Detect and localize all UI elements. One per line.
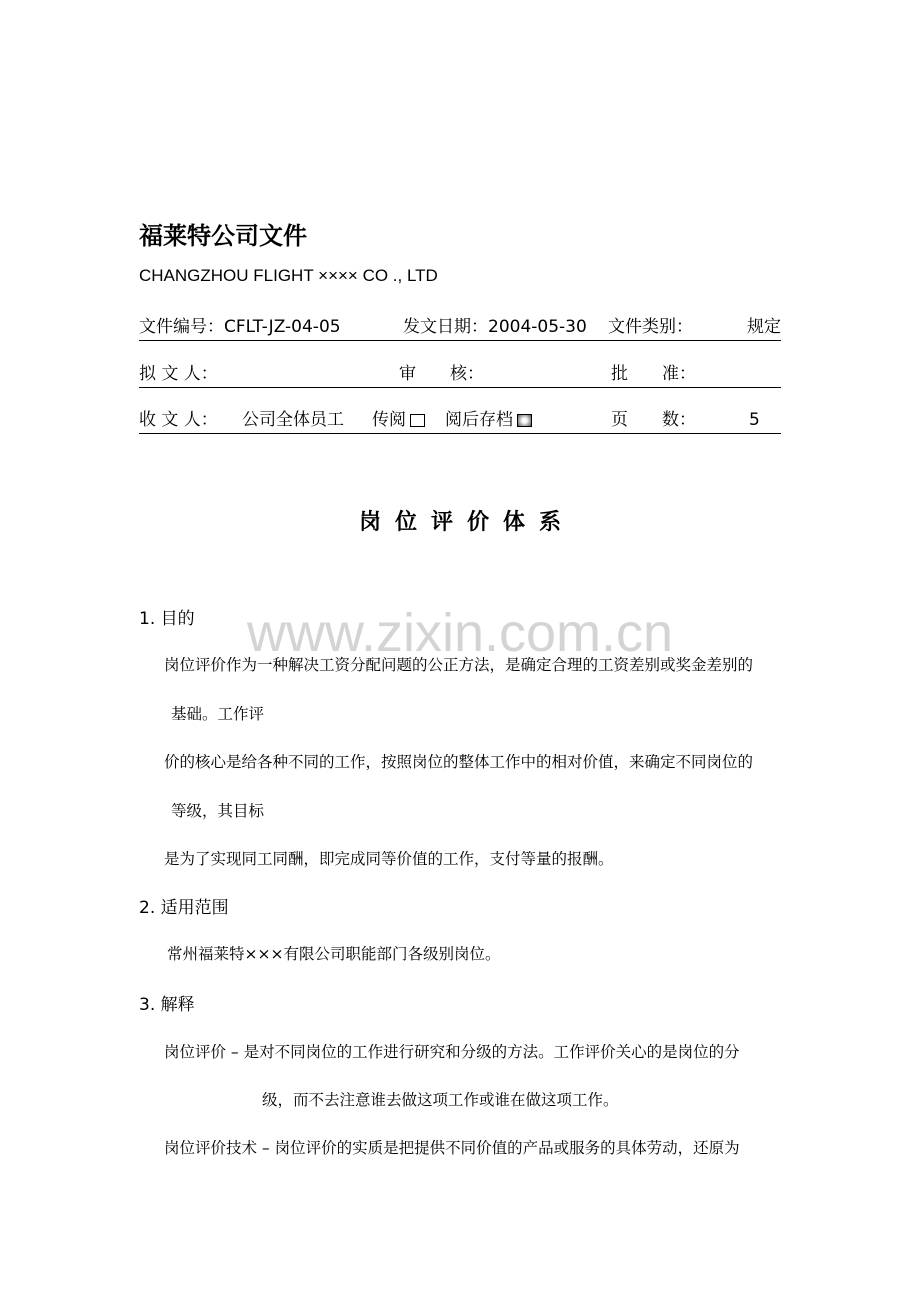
section-1-line: 岗位评价作为一种解决工资分配问题的公正方法，是确定合理的工资差别或奖金差别的 <box>164 656 754 674</box>
drafter-label: 拟 文 人： <box>139 364 218 384</box>
approver-label: 批 准： <box>611 364 696 384</box>
doc-number: 文件编号：CFLT-JZ-04-05 <box>139 317 341 337</box>
pages-label: 页 数： <box>611 410 696 430</box>
section-3-line: 岗位评价 – 是对不同岗位的工作进行研究和分级的方法。工作评价关心的是岗位的分 <box>164 1043 740 1061</box>
doc-info-row <box>139 312 781 341</box>
watermark: www.zixin.com.cn <box>246 603 674 663</box>
archive-checkbox[interactable] <box>517 414 532 427</box>
recipient-label: 收 文 人： <box>139 410 218 430</box>
section-2-line: 常州福莱特×××有限公司职能部门各级别岗位。 <box>167 945 501 963</box>
archive-option <box>445 405 513 430</box>
company-english-name: CHANGZHOU FLIGHT ×××× CO ., LTD <box>139 266 438 285</box>
circulate-label: 传阅 <box>372 410 406 430</box>
recipient-value: 公司全体员工 <box>242 410 344 430</box>
approval-row <box>139 359 781 388</box>
pages-value: 5 <box>749 410 760 430</box>
section-2-heading: 2. 适用范围 <box>139 898 229 918</box>
issue-date: 发文日期：2004-05-30 <box>403 317 587 337</box>
doc-type-label: 文件类别： <box>608 317 693 337</box>
circulate-option <box>372 405 406 430</box>
section-3-line: 级，而不去注意谁去做这项工作或谁在做这项工作。 <box>262 1091 619 1109</box>
recipient-row <box>139 405 781 434</box>
section-1-line: 基础。工作评 <box>171 705 265 723</box>
doc-type-value: 规定 <box>747 317 781 337</box>
section-1-line: 是为了实现同工同酬，即完成同等价值的工作，支付等量的报酬。 <box>164 850 614 868</box>
section-1-heading: 1. 目的 <box>139 609 195 629</box>
section-3-heading: 3. 解释 <box>139 995 195 1015</box>
section-1-line: 等级，其目标 <box>171 802 265 820</box>
section-3-line: 岗位评价技术 – 岗位评价的实质是把提供不同价值的产品或服务的具体劳动，还原为 <box>164 1139 740 1157</box>
archive-label: 阅后存档 <box>445 410 513 430</box>
section-1-line: 价的核心是给各种不同的工作，按照岗位的整体工作中的相对价值，来确定不同岗位的 <box>164 753 754 771</box>
reviewer-label: 审 核： <box>399 364 484 384</box>
company-title: 福莱特公司文件 <box>139 222 307 250</box>
document-title: 岗位评价体系 <box>358 510 575 535</box>
circulate-checkbox[interactable] <box>410 414 425 427</box>
